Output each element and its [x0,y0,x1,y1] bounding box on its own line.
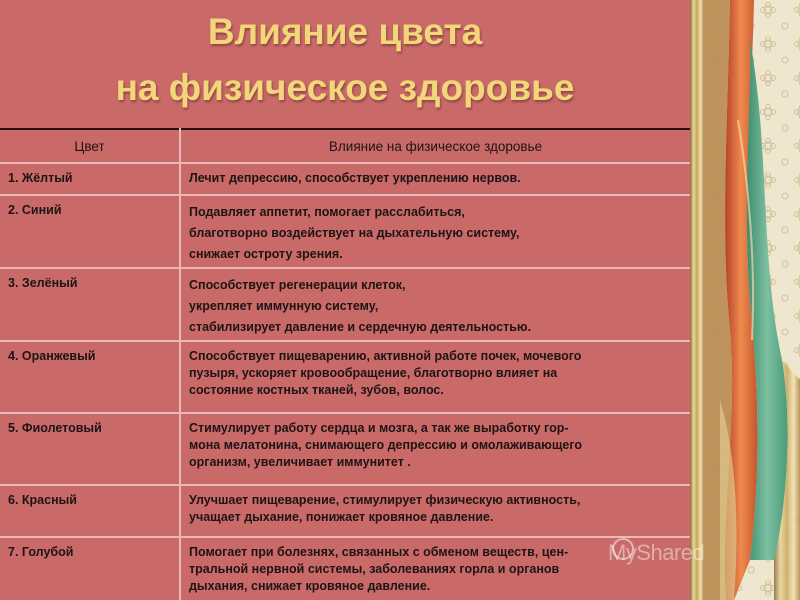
row-color-name: 1. Жёлтый [0,163,180,195]
table-row [0,485,690,537]
effect-line: организм, увеличивает иммунитет . [189,455,411,469]
effect-line: Способствует пищеварению, активной работе почек, мочевого [189,349,582,363]
decorative-panel [690,0,800,600]
row-effect [180,195,690,268]
effect-line: Улучшает пищеварение, стимулирует физическую активность, [189,493,581,507]
header-color: Цвет [0,129,180,163]
table-body [0,163,690,600]
effect-line: укрепляет иммунную систему, [189,299,379,313]
row-effect [180,413,690,485]
table-row [0,163,690,195]
effect-line: учащает дыхание, понижает кровяное давление. [189,510,494,524]
table-header-row [0,129,690,163]
row-color-name: 7. Голубой [0,537,180,600]
table-row [0,268,690,341]
effect-line: снижает остроту зрения. [189,247,343,261]
effect-line: мона мелатонина, снимающего депрессию и омолаживающего [189,438,582,452]
row-effect [180,341,690,413]
table-row [0,341,690,413]
row-color-name: 6. Красный [0,485,180,537]
table-row [0,537,690,600]
row-color-name: 4. Оранжевый [0,341,180,413]
watermark: MyShared [608,540,705,565]
effect-line: стабилизирует давление и сердечную деятельностью. [189,320,532,334]
color-health-table [0,128,690,600]
effect-line: Помогает при болезнях, связанных с обменом веществ, цен- [189,545,569,559]
decorative-pattern [690,0,800,600]
effect-line: благотворно воздействует на дыхательную систему, [189,226,520,240]
slide-title [0,4,690,116]
row-effect [180,485,690,537]
effect-line: пузыря, ускоряет кровообращение, благотворно влияет на [189,366,558,380]
row-effect [180,268,690,341]
row-color-name: 5. Фиолетовый [0,413,180,485]
effect-line: тральной нервной системы, заболеваниях горла и органов [189,562,560,576]
effect-line: Лечит депрессию, способствует укреплению нервов. [189,171,521,185]
header-effect: Влияние на физическое здоровье [180,129,690,163]
effect-line: Подавляет аппетит, помогает расслабиться, [189,205,465,219]
effect-line: Стимулирует работу сердца и мозга, а так же выработку гор- [189,421,569,435]
row-color-name: 2. Синий [0,195,180,268]
title-line-1: Влияние цвета [207,11,483,52]
effect-line: состояние костных тканей, зубов, волос. [189,383,444,397]
title-line-2: на физическое здоровье [115,67,575,108]
table-row [0,195,690,268]
row-effect [180,163,690,195]
table-row [0,413,690,485]
effect-line: Способствует регенерации клеток, [189,278,406,292]
effect-line: дыхания, снижает кровяное давление. [189,579,431,593]
row-color-name: 3. Зелёный [0,268,180,341]
